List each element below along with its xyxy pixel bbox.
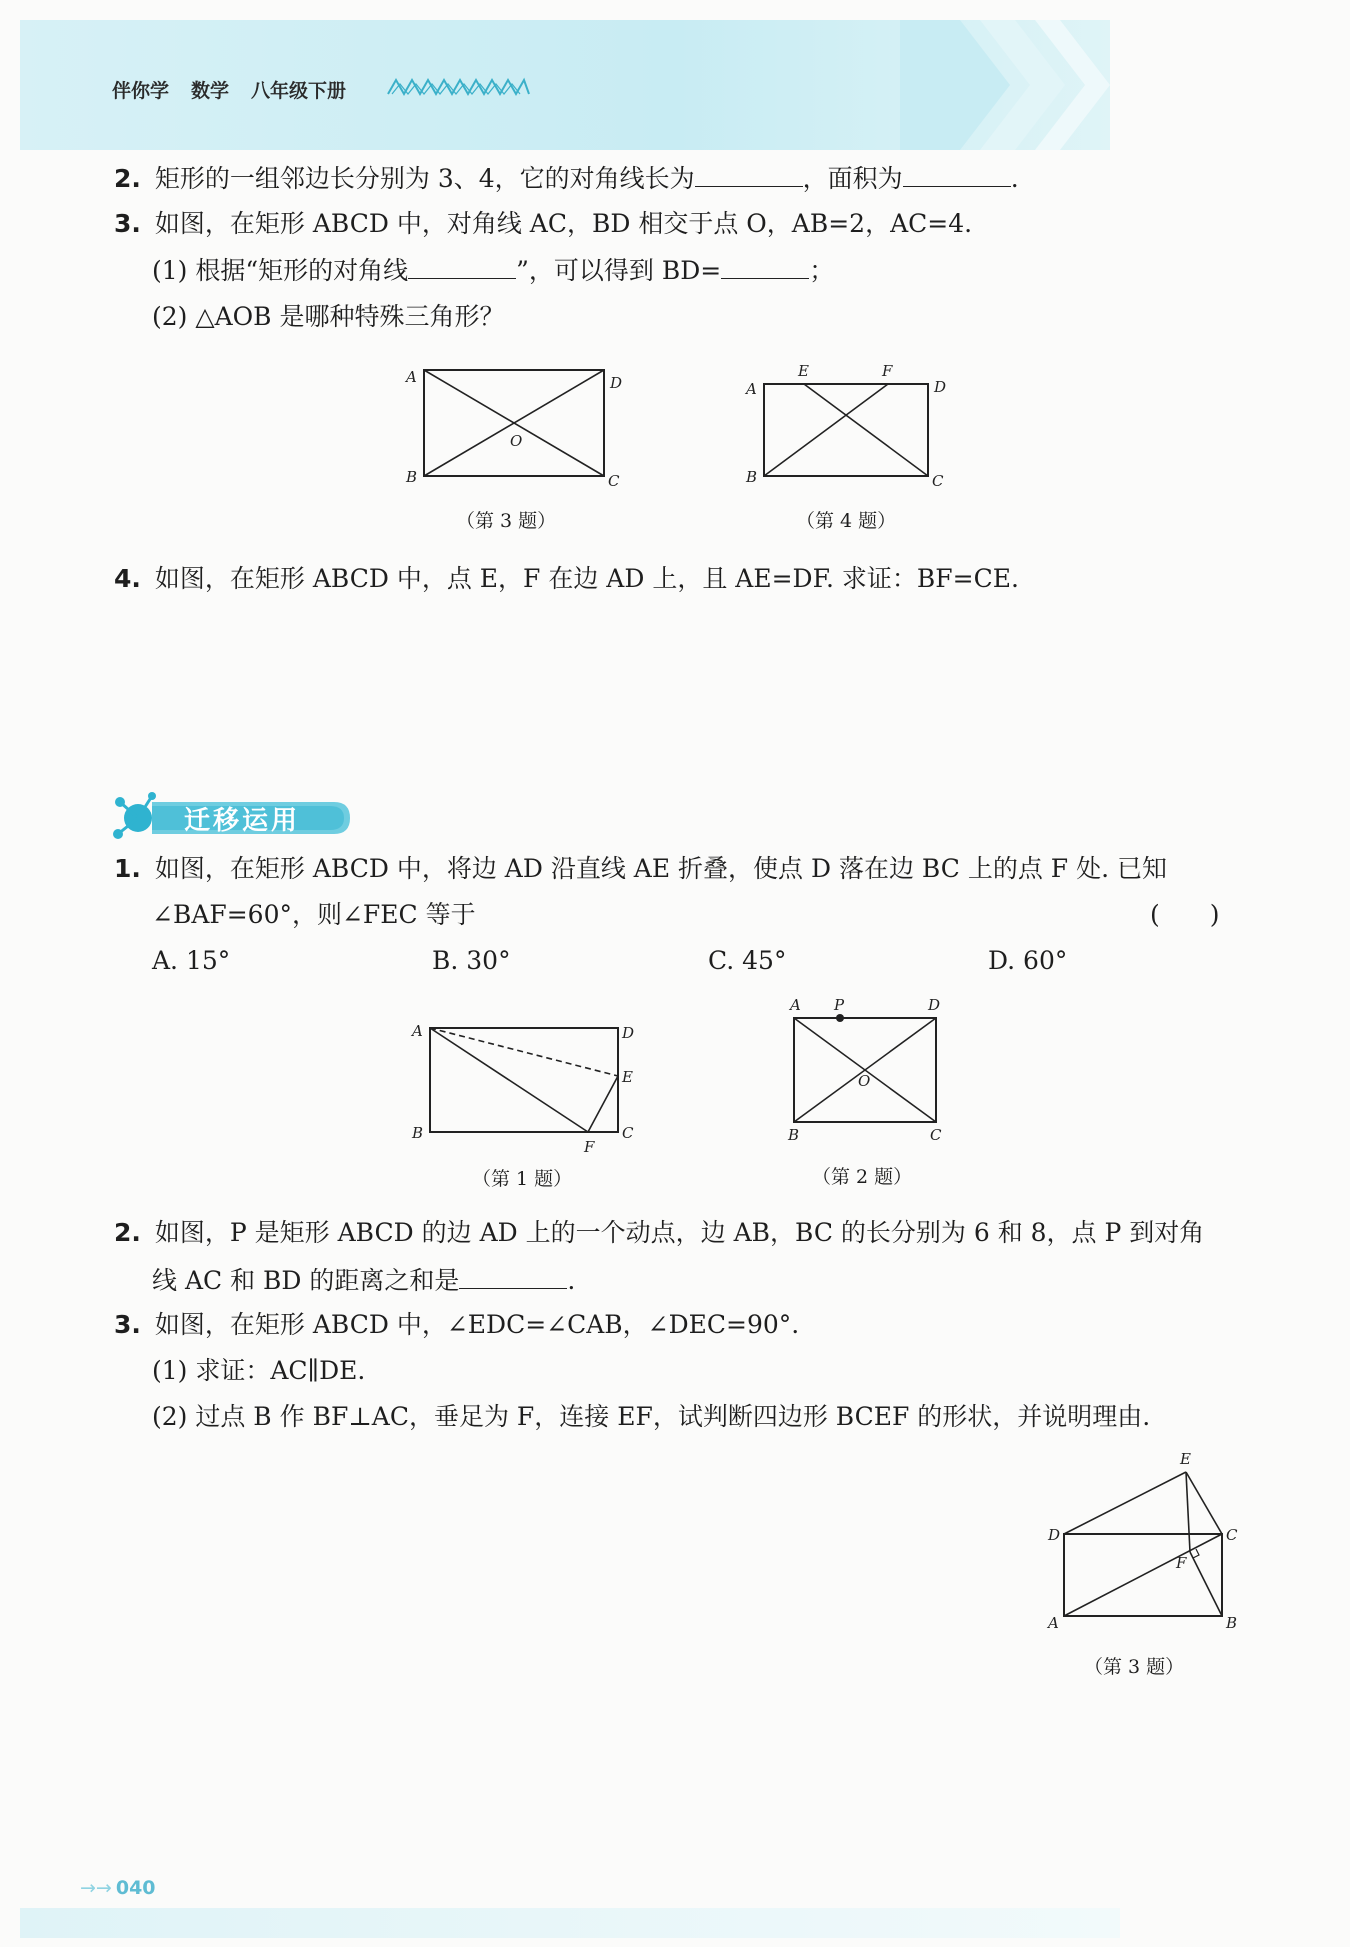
section-title: 迁移运用 [184, 806, 301, 836]
label-p: P [834, 996, 845, 1014]
transfer-question-3-part-2: (2) 过点 B 作 BF⊥AC，垂足为 F，连接 EF，试判断四边形 BCEF 的形状，并说明理由. [152, 1402, 1151, 1431]
diagonal-ac [1064, 1534, 1222, 1616]
option-c[interactable]: C. 45° [708, 946, 787, 975]
figure-q4 [740, 360, 970, 500]
caption-q4: （第 4 题） [796, 510, 897, 532]
label-e: E [1180, 1450, 1191, 1468]
rectangle-abcd [764, 384, 928, 476]
label-f: F [882, 362, 893, 380]
caption-t1: （第 1 题） [472, 1168, 573, 1190]
question-2: 2. 矩形的一组邻边长分别为 3、4，它的对角线长为 ，面积为 . [114, 160, 1019, 196]
segment-ec [804, 384, 928, 476]
label-b: B [1226, 1614, 1238, 1632]
label-b: B [406, 468, 418, 486]
question-3-part-1: (1) 根据“矩形的对角线 ”，可以得到 BD= ； [152, 252, 834, 288]
transfer-question-2: 2. 如图，P 是矩形 ABCD 的边 AD 上的一个动点，边 AB，BC 的长分别为 6 和 8，点 P 到对角 [114, 1218, 1205, 1247]
answer-blank[interactable] [695, 160, 803, 187]
option-a[interactable]: A. 15° [152, 946, 231, 975]
label-a: A [412, 1022, 423, 1040]
label-b: B [788, 1126, 800, 1144]
transfer-question-3-part-1: (1) 求证：AC∥DE. [152, 1356, 366, 1385]
answer-blank[interactable] [459, 1262, 567, 1289]
rectangle-abcd [430, 1028, 618, 1132]
answer-parentheses[interactable]: ( ) [1150, 900, 1220, 929]
question-4: 4. 如图，在矩形 ABCD 中，点 E，F 在边 AD 上，且 AE=DF. 求证：BF=CE. [114, 564, 1019, 593]
chevron-decoration [900, 20, 1120, 150]
figure-t1 [408, 1016, 648, 1156]
transfer-question-3: 3. 如图，在矩形 ABCD 中，∠EDC=∠CAB，∠DEC=90°. [114, 1310, 800, 1339]
segment-de [1064, 1472, 1186, 1534]
page-number: →→ 040 [80, 1877, 156, 1899]
option-d[interactable]: D. 60° [988, 946, 1068, 975]
book-name: 伴你学 [112, 80, 170, 102]
label-d: D [1048, 1526, 1061, 1544]
transfer-question-1: 1. 如图，在矩形 ABCD 中，将边 AD 沿直线 AE 折叠，使点 D 落在边 BC 上的点 F 处. 已知 [114, 854, 1167, 883]
figure-t2 [778, 996, 958, 1146]
point-p [836, 1014, 844, 1022]
label-d: D [928, 996, 941, 1014]
fold-line-ae [430, 1028, 618, 1076]
label-c: C [608, 472, 620, 490]
label-f: F [1176, 1554, 1187, 1572]
label-a: A [1048, 1614, 1059, 1632]
question-3-part-2: (2) △AOB 是哪种特殊三角形？ [152, 302, 505, 331]
answer-blank[interactable] [408, 252, 516, 279]
answer-blank[interactable] [721, 252, 809, 279]
label-c: C [930, 1126, 942, 1144]
label-a: A [746, 380, 757, 398]
label-b: B [412, 1124, 424, 1142]
arrow-icon: →→ [80, 1877, 112, 1899]
label-e: E [622, 1068, 633, 1086]
zigzag-decoration [386, 77, 531, 97]
label-a: A [790, 996, 801, 1014]
segment-ef [1186, 1472, 1190, 1552]
label-c: C [622, 1124, 634, 1142]
label-e: E [798, 362, 809, 380]
label-d: D [934, 378, 947, 396]
transfer-question-1-line-2: ∠BAF=60°，则∠FEC 等于 [152, 900, 476, 929]
label-d: D [610, 374, 623, 392]
label-o: O [858, 1072, 871, 1090]
caption-t2: （第 2 题） [812, 1166, 913, 1188]
label-f: F [584, 1138, 595, 1156]
caption-t3: （第 3 题） [1084, 1656, 1185, 1678]
segment-bf [1190, 1552, 1222, 1616]
caption-q3: （第 3 题） [456, 510, 557, 532]
label-c: C [932, 472, 944, 490]
segment-af [430, 1028, 588, 1132]
label-d: D [622, 1024, 635, 1042]
header-title [112, 76, 368, 103]
grade-name: 八年级下册 [251, 80, 347, 102]
transfer-question-2-line-2: 线 AC 和 BD 的距离之和是 . [152, 1262, 575, 1298]
subject-name: 数学 [191, 80, 230, 102]
segment-ef [588, 1076, 618, 1132]
option-b[interactable]: B. 30° [432, 946, 511, 975]
question-3-stem: 3. 如图，在矩形 ABCD 中，对角线 AC，BD 相交于点 O，AB=2，AC=4. [114, 209, 973, 238]
label-o: O [510, 432, 523, 450]
footer-band [20, 1908, 1120, 1938]
segment-ec [1186, 1472, 1222, 1534]
figure-t3 [1040, 1446, 1240, 1636]
segment-bf [764, 384, 888, 476]
right-angle-mark [1193, 1549, 1199, 1558]
figure-q3 [400, 360, 640, 500]
label-a: A [406, 368, 417, 386]
answer-blank[interactable] [903, 160, 1011, 187]
label-c: C [1226, 1526, 1238, 1544]
label-b: B [746, 468, 758, 486]
